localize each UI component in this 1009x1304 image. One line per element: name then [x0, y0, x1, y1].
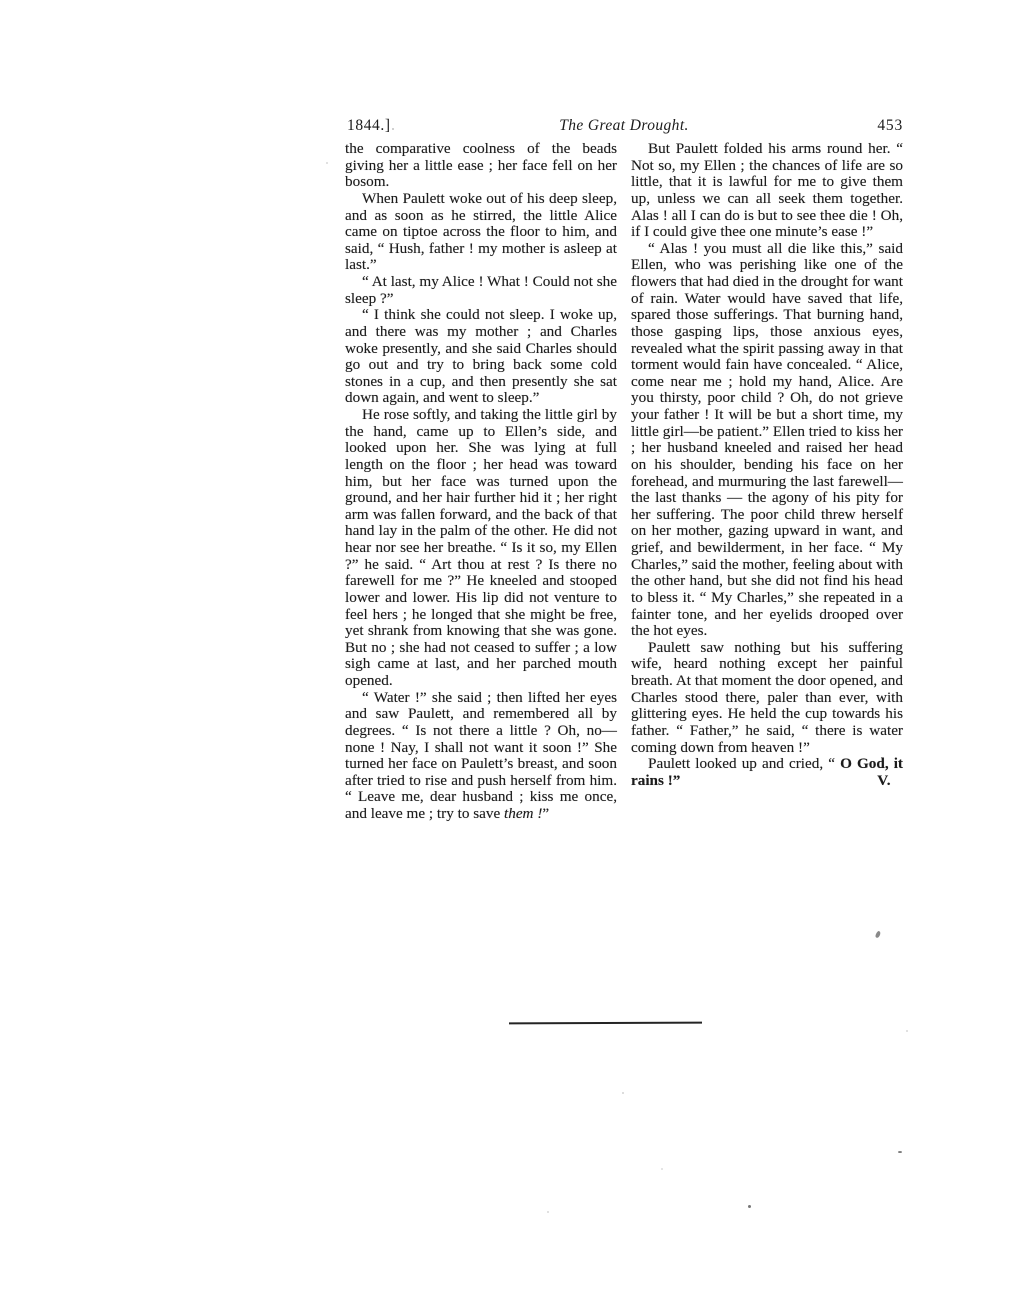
paragraph: Paulett looked up and cried, “ O God, it rains !” — [631, 755, 903, 789]
paragraph: “ Water !” she said ; then lifted her eyes and saw Paulett, and remembered all by degrees. “ Is not there a little ? Oh, no—none ! Nay, I shall not want it soon !” She turned her face on Paulett’s breast, and soon after tried to rise and push herself from him. “ Leave me, dear husband ; kiss me once, and leave me ; try to save them !” — [345, 688, 617, 822]
paragraph: Paulett saw nothing but his suffering wife, heard nothing except her painful breath. At that moment the door opened, and Charles stood there, paler than ever, with glittering eyes. He held the cup towards his father. “ Father,” he said, “ there is water coming down from heaven !” — [631, 638, 903, 756]
right-column — [631, 141, 903, 823]
paragraph: “ I think she could not sleep. I woke up, and there was my mother ; and Charles woke presently, and she said Charles should go out and try to bring back some cold stones in a cup, and then presently she sat down again, and went to sleep.” — [345, 306, 617, 407]
page-header — [345, 117, 903, 138]
paragraph: the comparative coolness of the beads giving her a little ease ; her face fell on her bosom. — [345, 140, 617, 191]
paragraph: When Paulett woke out of his deep sleep, and as soon as he stirred, the little Alice came on tiptoe across the floor to him, and said, “ Hush, father ! my mother is asleep at last.” — [345, 189, 617, 274]
header-page-number: 453 — [877, 117, 903, 134]
scan-speck — [661, 1168, 663, 1170]
left-column — [345, 141, 617, 823]
paragraph: “ At last, my Alice ! What ! Could not she sleep ?” — [345, 273, 617, 307]
two-column-text — [345, 141, 903, 823]
scan-speck — [875, 930, 882, 938]
author-signature: V. — [877, 771, 891, 789]
paragraph: But Paulett folded his arms round her. “ Not so, my Ellen ; the chances of life are so little, that it is lawful for me to give them up, unless we can all seek them together. Alas ! all I can do is but to see thee die ! Oh, if I could give thee one minute’s ease !” — [631, 140, 903, 241]
paragraph: He rose softly, and taking the little girl by the hand, came up to Ellen’s side, and looked upon her. She was lying at full length on the floor ; her head was toward him, but her face was turned upon the ground, and her hair further hid it ; her right arm was fallen forward, and the back of that hand lay in the palm of the other. He did not hear nor see her breathe. “ Is it so, my Ellen ?” he said. “ Art thou at rest ? Is there no farewell for me ?” He kneeled and stooped lower and lower. His lip did not venture to feel hers ; he longed that she might be free, yet shrank from knowing that she was gone. But no ; she had not ceased to suffer ; a low sigh came at last, and her parched mouth opened. — [345, 406, 617, 689]
scan-speck — [622, 1092, 624, 1094]
scan-speck — [748, 1205, 751, 1208]
header-year: 1844.] — [347, 117, 391, 134]
scan-speck — [547, 1211, 549, 1213]
scan-speck — [326, 162, 328, 164]
text-block — [345, 117, 903, 823]
paragraph: “ Alas ! you must all die like this,” said Ellen, who was perishing like one of the flowers that had died in the drought for want of rain. Water would have saved that life, spared those sufferings. That burning hand, those gasping lips, those anxious eyes, revealed what the spirit passing away in that torment would fain have concealed. “ Alice, come near me ; hold my hand, Alice. Are you thirsty, poor child ? Oh, do not grieve your father ! It will be but a short time, my little girl—be patient.” Ellen tried to kiss her ; her husband kneeled and raised her head on his shoulder, bending his face on her forehead, and murmuring the last farewell—the last thanks — the agony of his pity for her suffering. The poor child threw herself on her mother, gazing upward in want, and grief, and bewilderment, in her face. “ My Charles,” said the mother, feeling about with the other hand, but she did not find his head to bless it. “ My Charles,” she repeated in a fainter tone, and her eyelids drooped over the hot eyes. — [631, 239, 903, 640]
scan-speck — [392, 128, 394, 130]
header-title: The Great Drought. — [559, 117, 689, 134]
scan-speck — [906, 1030, 908, 1032]
section-divider-rule — [509, 1022, 702, 1025]
scan-speck — [898, 1151, 902, 1153]
